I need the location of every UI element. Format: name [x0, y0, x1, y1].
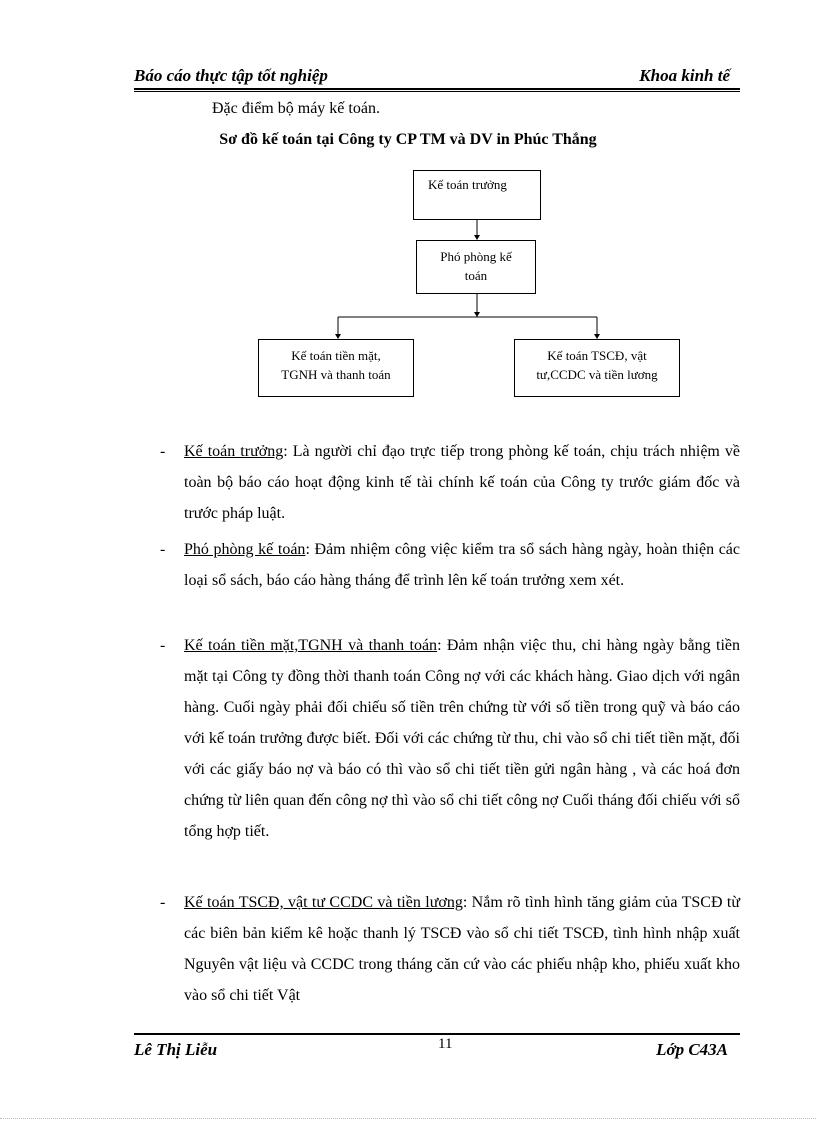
- box-deputy-head: [416, 240, 536, 294]
- item-term: Kế toán trưởng: [184, 443, 284, 460]
- footer-rule: [134, 1033, 740, 1035]
- bullet-3: -: [160, 637, 166, 654]
- box-deputy-head-line1: Phó phòng kế: [440, 249, 512, 264]
- list-item: [184, 534, 740, 596]
- item-text: : Đảm nhận việc thu, chi hàng ngày bằng tiền mặt tại Công ty đồng thời thanh toán Công nợ với các khách hàng. Giao dịch với ngân hàng. Cuối ngày phải đối chiếu số tiền trên chứng từ với số tiền trong quỹ và báo cáo với kế toán trưởng được biết. Đối với các chứng từ thu, chi vào sổ chi tiết tiền mặt, đối với các giấy báo nợ và báo có thì vào sổ chi tiết tiền gửi ngân hàng , và các hoá đơn chứng từ liên quan đến công nợ thì vào sổ chi tiết công nợ Cuối tháng đối chiếu với sổ tổng hợp tiết.: [184, 637, 740, 840]
- box-cash-accountant: [258, 339, 414, 397]
- item-text: : Là người chỉ đạo trực tiếp trong phòng kế toán, chịu trách nhiệm về toàn bộ báo cáo hoạt động kinh tế tài chính kế toán của Công ty trước giám đốc và trước pháp luật.: [184, 443, 741, 522]
- diagram-title: Sơ đồ kế toán tại Công ty CP TM và DV in Phúc Thắng: [219, 131, 597, 148]
- box-asset-accountant-line2: tư,CCDC và tiền lương: [536, 367, 658, 382]
- item-term: Kế toán tiền mặt,TGNH và thanh toán: [184, 637, 438, 654]
- box-asset-accountant-line1: Kế toán TSCĐ, vật: [547, 348, 647, 363]
- item-term: Phó phòng kế toán: [184, 541, 306, 558]
- box-chief-accountant-label: Kế toán trưởng: [428, 177, 507, 192]
- box-asset-accountant: [514, 339, 680, 397]
- box-chief-accountant: [413, 170, 541, 220]
- bullet-2: -: [160, 541, 166, 558]
- arrow-junction: [474, 312, 480, 317]
- item-term: Kế toán TSCĐ, vật tư CCDC và tiền lương: [184, 894, 463, 911]
- item-text: : Đảm nhiệm công việc kiểm tra sổ sách hàng ngày, hoàn thiện các loại sổ sách, báo cáo hàng tháng để trình lên kế toán trưởng xem xét.: [184, 541, 741, 589]
- list-item: [184, 436, 740, 529]
- section-note: Đặc điểm bộ máy kế toán.: [212, 100, 380, 117]
- box-cash-accountant-line1: Kế toán tiền mặt,: [291, 348, 381, 363]
- list-item: [184, 630, 740, 847]
- page-bottom-edge: [0, 1118, 816, 1119]
- bullet-4: -: [160, 894, 166, 911]
- footer-right: Lớp C43A: [656, 1040, 728, 1059]
- header-right: Khoa kinh tế: [639, 66, 730, 85]
- footer-left: Lê Thị Liễu: [134, 1040, 218, 1059]
- box-deputy-head-line2: toán: [464, 268, 488, 283]
- bullet-1: -: [160, 443, 166, 460]
- item-text: : Nắm rõ tình hình tăng giảm của TSCĐ từ các biên bản kiểm kê hoặc thanh lý TSCĐ vào sổ chi tiết TSCĐ, tình hình nhập xuất Nguyên vật liệu và CCDC trong tháng căn cứ vào các phiếu nhập kho, phiếu xuất kho vào sổ chi tiết Vật: [184, 894, 740, 1004]
- list-item: [184, 887, 740, 1011]
- box-cash-accountant-line2: TGNH và thanh toán: [281, 367, 391, 382]
- page-number: 11: [438, 1036, 453, 1052]
- header-left: Báo cáo thực tập tốt nghiệp: [134, 66, 328, 85]
